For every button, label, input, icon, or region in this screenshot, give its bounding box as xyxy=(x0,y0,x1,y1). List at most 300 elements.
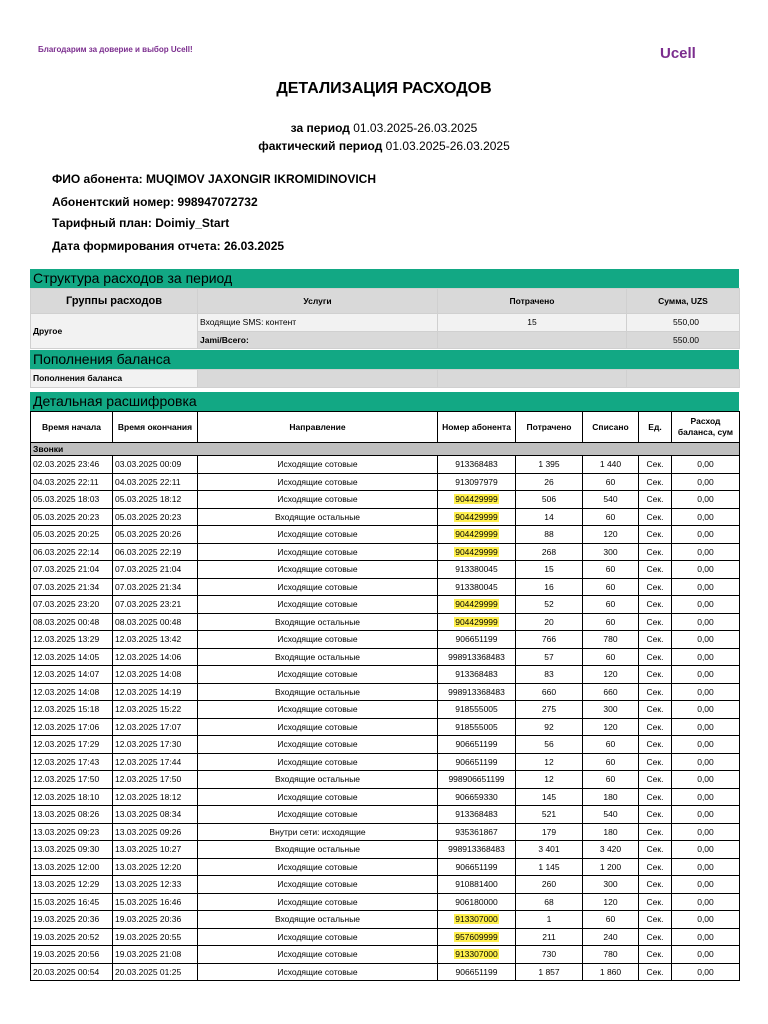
start-time-cell: 13.03.2025 08:26 xyxy=(31,806,113,824)
unit-cell: Сек. xyxy=(639,963,672,981)
start-time-cell: 05.03.2025 20:25 xyxy=(31,526,113,544)
start-time-cell: 12.03.2025 17:06 xyxy=(31,718,113,736)
start-time-cell: 19.03.2025 20:52 xyxy=(31,928,113,946)
end-time-cell: 08.03.2025 00:48 xyxy=(113,613,198,631)
spent-cell: 83 xyxy=(516,666,583,684)
table-row xyxy=(31,491,740,509)
group-row xyxy=(31,443,740,456)
charged-cell: 1 200 xyxy=(583,858,639,876)
col-services: Услуги xyxy=(198,289,438,314)
balance-expense-cell: 0,00 xyxy=(672,753,740,771)
start-time-cell: 08.03.2025 00:48 xyxy=(31,613,113,631)
table-row xyxy=(31,736,740,754)
direction-cell: Исходящие сотовые xyxy=(198,701,438,719)
detail-header-row xyxy=(31,412,740,443)
subscriber-number-cell xyxy=(438,946,516,964)
start-time-cell: 12.03.2025 13:29 xyxy=(31,631,113,649)
unit-cell: Сек. xyxy=(639,841,672,859)
end-time-cell: 13.03.2025 12:33 xyxy=(113,876,198,894)
spent-cell: 730 xyxy=(516,946,583,964)
topup-label: Пополнения баланса xyxy=(31,370,198,388)
col-spent: Потрачено xyxy=(516,412,583,443)
spent-cell: 20 xyxy=(516,613,583,631)
balance-expense-cell: 0,00 xyxy=(672,946,740,964)
spent-cell: 68 xyxy=(516,893,583,911)
balance-expense-cell: 0,00 xyxy=(672,683,740,701)
table-row xyxy=(31,841,740,859)
balance-expense-cell: 0,00 xyxy=(672,841,740,859)
spent-cell: 52 xyxy=(516,596,583,614)
table-row xyxy=(31,508,740,526)
balance-expense-cell: 0,00 xyxy=(672,893,740,911)
table-row xyxy=(31,543,740,561)
start-time-cell: 07.03.2025 21:04 xyxy=(31,561,113,579)
table-row xyxy=(31,561,740,579)
end-time-cell: 05.03.2025 20:26 xyxy=(113,526,198,544)
highlighted-number: 904429999 xyxy=(455,599,498,610)
unit-cell: Сек. xyxy=(639,736,672,754)
table-row xyxy=(31,876,740,894)
col-unit: Ед. xyxy=(639,412,672,443)
subscriber-number-cell xyxy=(438,596,516,614)
period-line xyxy=(0,121,768,135)
topup-cell xyxy=(198,370,438,388)
start-time-cell: 13.03.2025 12:00 xyxy=(31,858,113,876)
subscriber-number-cell: 913380045 xyxy=(438,561,516,579)
direction-cell: Исходящие сотовые xyxy=(198,788,438,806)
balance-expense-cell: 0,00 xyxy=(672,473,740,491)
charged-cell: 300 xyxy=(583,543,639,561)
unit-cell: Сек. xyxy=(639,596,672,614)
charged-cell: 60 xyxy=(583,648,639,666)
table-row xyxy=(31,911,740,929)
topup-row xyxy=(31,370,740,388)
start-time-cell: 06.03.2025 22:14 xyxy=(31,543,113,561)
subscriber-number-cell: 906651199 xyxy=(438,631,516,649)
unit-cell: Сек. xyxy=(639,928,672,946)
end-time-cell: 15.03.2025 16:46 xyxy=(113,893,198,911)
unit-cell: Сек. xyxy=(639,491,672,509)
charged-cell: 60 xyxy=(583,596,639,614)
table-row xyxy=(31,631,740,649)
spent-cell: 3 401 xyxy=(516,841,583,859)
direction-cell: Исходящие сотовые xyxy=(198,491,438,509)
detail-rows xyxy=(31,456,740,981)
end-time-cell: 12.03.2025 17:50 xyxy=(113,771,198,789)
structure-table xyxy=(30,288,740,349)
table-row xyxy=(31,701,740,719)
direction-cell: Исходящие сотовые xyxy=(198,736,438,754)
direction-cell: Исходящие сотовые xyxy=(198,561,438,579)
direction-cell: Исходящие сотовые xyxy=(198,876,438,894)
structure-section-title: Структура расходов за период xyxy=(30,269,739,288)
start-time-cell: 13.03.2025 12:29 xyxy=(31,876,113,894)
unit-cell: Сек. xyxy=(639,543,672,561)
unit-cell: Сек. xyxy=(639,578,672,596)
table-row xyxy=(31,788,740,806)
balance-expense-cell: 0,00 xyxy=(672,508,740,526)
spent-cell: 145 xyxy=(516,788,583,806)
table-row xyxy=(31,928,740,946)
spent-cell: 56 xyxy=(516,736,583,754)
unit-cell: Сек. xyxy=(639,823,672,841)
charged-cell: 540 xyxy=(583,806,639,824)
spent-cell: 506 xyxy=(516,491,583,509)
start-time-cell: 19.03.2025 20:56 xyxy=(31,946,113,964)
spent-cell: 1 xyxy=(516,911,583,929)
spent-cell: 766 xyxy=(516,631,583,649)
highlighted-number: 904429999 xyxy=(455,529,498,540)
subscriber-number-cell: 913368483 xyxy=(438,666,516,684)
end-time-cell: 20.03.2025 01:25 xyxy=(113,963,198,981)
start-time-cell: 12.03.2025 17:50 xyxy=(31,771,113,789)
unit-cell: Сек. xyxy=(639,876,672,894)
charged-cell: 120 xyxy=(583,526,639,544)
table-row xyxy=(31,963,740,981)
subscriber-number-cell: 913097979 xyxy=(438,473,516,491)
direction-cell: Исходящие сотовые xyxy=(198,753,438,771)
direction-cell: Входящие остальные xyxy=(198,841,438,859)
unit-cell: Сек. xyxy=(639,788,672,806)
unit-cell: Сек. xyxy=(639,771,672,789)
balance-expense-cell: 0,00 xyxy=(672,701,740,719)
subscriber-number-cell xyxy=(438,526,516,544)
subscriber-number-cell: 910881400 xyxy=(438,876,516,894)
direction-cell: Исходящие сотовые xyxy=(198,526,438,544)
unit-cell: Сек. xyxy=(639,456,672,474)
start-time-cell: 15.03.2025 16:45 xyxy=(31,893,113,911)
balance-expense-cell: 0,00 xyxy=(672,543,740,561)
end-time-cell: 19.03.2025 20:55 xyxy=(113,928,198,946)
charged-cell: 60 xyxy=(583,473,639,491)
period-label: за период xyxy=(290,121,350,135)
balance-expense-cell: 0,00 xyxy=(672,928,740,946)
charged-cell: 300 xyxy=(583,876,639,894)
direction-cell: Исходящие сотовые xyxy=(198,631,438,649)
end-time-cell: 12.03.2025 14:19 xyxy=(113,683,198,701)
spent-cell: 88 xyxy=(516,526,583,544)
subscriber-number-cell: 998913368483 xyxy=(438,648,516,666)
service-sum: 550,00 xyxy=(627,314,740,332)
balance-expense-cell: 0,00 xyxy=(672,666,740,684)
service-spent: 15 xyxy=(438,314,627,332)
balance-expense-cell: 0,00 xyxy=(672,788,740,806)
table-row xyxy=(31,596,740,614)
subscriber-number: Абонентский номер: 998947072732 xyxy=(52,195,258,209)
end-time-cell: 07.03.2025 21:34 xyxy=(113,578,198,596)
direction-cell: Исходящие сотовые xyxy=(198,578,438,596)
charged-cell: 240 xyxy=(583,928,639,946)
spent-cell: 1 395 xyxy=(516,456,583,474)
total-label: Jami/Всего: xyxy=(198,331,438,349)
subscriber-number-cell: 918555005 xyxy=(438,701,516,719)
balance-expense-cell: 0,00 xyxy=(672,771,740,789)
charged-cell: 780 xyxy=(583,946,639,964)
subscriber-number-cell: 998913368483 xyxy=(438,683,516,701)
spent-cell: 16 xyxy=(516,578,583,596)
end-time-cell: 12.03.2025 13:42 xyxy=(113,631,198,649)
charged-cell: 540 xyxy=(583,491,639,509)
start-time-cell: 12.03.2025 15:18 xyxy=(31,701,113,719)
start-time-cell: 04.03.2025 22:11 xyxy=(31,473,113,491)
charged-cell: 60 xyxy=(583,578,639,596)
charged-cell: 120 xyxy=(583,893,639,911)
spent-cell: 275 xyxy=(516,701,583,719)
unit-cell: Сек. xyxy=(639,613,672,631)
table-row xyxy=(31,806,740,824)
start-time-cell: 12.03.2025 14:08 xyxy=(31,683,113,701)
end-time-cell: 12.03.2025 18:12 xyxy=(113,788,198,806)
end-time-cell: 12.03.2025 14:08 xyxy=(113,666,198,684)
charged-cell: 180 xyxy=(583,823,639,841)
subscriber-number-cell xyxy=(438,928,516,946)
charged-cell: 3 420 xyxy=(583,841,639,859)
start-time-cell: 12.03.2025 17:29 xyxy=(31,736,113,754)
end-time-cell: 04.03.2025 22:11 xyxy=(113,473,198,491)
charged-cell: 120 xyxy=(583,718,639,736)
direction-cell: Исходящие сотовые xyxy=(198,596,438,614)
table-row xyxy=(31,613,740,631)
table-row xyxy=(31,823,740,841)
report-date: Дата формирования отчета: 26.03.2025 xyxy=(52,239,285,253)
start-time-cell: 02.03.2025 23:46 xyxy=(31,456,113,474)
start-time-cell: 05.03.2025 20:23 xyxy=(31,508,113,526)
start-time-cell: 12.03.2025 18:10 xyxy=(31,788,113,806)
charged-cell: 1 440 xyxy=(583,456,639,474)
end-time-cell: 13.03.2025 12:20 xyxy=(113,858,198,876)
subscriber-number-cell: 913368483 xyxy=(438,806,516,824)
end-time-cell: 13.03.2025 09:26 xyxy=(113,823,198,841)
spent-cell: 12 xyxy=(516,753,583,771)
unit-cell: Сек. xyxy=(639,701,672,719)
unit-cell: Сек. xyxy=(639,508,672,526)
unit-cell: Сек. xyxy=(639,753,672,771)
balance-expense-cell: 0,00 xyxy=(672,963,740,981)
balance-expense-cell: 0,00 xyxy=(672,718,740,736)
end-time-cell: 19.03.2025 21:08 xyxy=(113,946,198,964)
unit-cell: Сек. xyxy=(639,561,672,579)
unit-cell: Сек. xyxy=(639,473,672,491)
balance-expense-cell: 0,00 xyxy=(672,578,740,596)
unit-cell: Сек. xyxy=(639,911,672,929)
end-time-cell: 12.03.2025 14:06 xyxy=(113,648,198,666)
unit-cell: Сек. xyxy=(639,683,672,701)
service-name: Входящие SMS: контент xyxy=(198,314,438,332)
subscriber-number-cell: 906651199 xyxy=(438,753,516,771)
col-charged: Списано xyxy=(583,412,639,443)
highlighted-number: 904429999 xyxy=(455,511,498,522)
topup-cell xyxy=(438,370,627,388)
col-end-time: Время окончания xyxy=(113,412,198,443)
tariff-plan: Тарифный план: Doimiy_Start xyxy=(52,216,230,230)
highlighted-number: 904429999 xyxy=(455,494,498,505)
spent-cell: 15 xyxy=(516,561,583,579)
spent-cell: 12 xyxy=(516,771,583,789)
end-time-cell: 12.03.2025 17:07 xyxy=(113,718,198,736)
direction-cell: Исходящие сотовые xyxy=(198,456,438,474)
start-time-cell: 12.03.2025 14:05 xyxy=(31,648,113,666)
table-row xyxy=(31,648,740,666)
detail-section-title: Детальная расшифровка xyxy=(30,392,739,411)
topup-table xyxy=(30,369,740,388)
balance-expense-cell: 0,00 xyxy=(672,806,740,824)
balance-expense-cell: 0,00 xyxy=(672,596,740,614)
table-row xyxy=(31,683,740,701)
start-time-cell: 19.03.2025 20:36 xyxy=(31,911,113,929)
col-number: Номер абонента xyxy=(438,412,516,443)
start-time-cell: 05.03.2025 18:03 xyxy=(31,491,113,509)
table-row xyxy=(31,893,740,911)
start-time-cell: 07.03.2025 23:20 xyxy=(31,596,113,614)
subscriber-number-cell xyxy=(438,508,516,526)
balance-expense-cell: 0,00 xyxy=(672,631,740,649)
table-row xyxy=(31,858,740,876)
col-groups: Группы расходов xyxy=(31,289,198,314)
unit-cell: Сек. xyxy=(639,526,672,544)
spent-cell: 268 xyxy=(516,543,583,561)
highlighted-number: 904429999 xyxy=(455,616,498,627)
end-time-cell: 05.03.2025 20:23 xyxy=(113,508,198,526)
highlighted-number: 913307000 xyxy=(455,949,498,960)
direction-cell: Входящие остальные xyxy=(198,683,438,701)
actual-period-value: 01.03.2025-26.03.2025 xyxy=(385,139,510,153)
direction-cell: Внутри сети: исходящие xyxy=(198,823,438,841)
start-time-cell: 13.03.2025 09:30 xyxy=(31,841,113,859)
structure-header-row xyxy=(31,289,740,314)
spent-cell: 26 xyxy=(516,473,583,491)
charged-cell: 1 860 xyxy=(583,963,639,981)
balance-expense-cell: 0,00 xyxy=(672,561,740,579)
subscriber-number-cell: 998913368483 xyxy=(438,841,516,859)
unit-cell: Сек. xyxy=(639,631,672,649)
direction-cell: Входящие остальные xyxy=(198,648,438,666)
topup-cell xyxy=(627,370,740,388)
charged-cell: 60 xyxy=(583,771,639,789)
unit-cell: Сек. xyxy=(639,666,672,684)
subscriber-number-cell: 906651199 xyxy=(438,736,516,754)
spent-cell: 211 xyxy=(516,928,583,946)
end-time-cell: 05.03.2025 18:12 xyxy=(113,491,198,509)
unit-cell: Сек. xyxy=(639,648,672,666)
subscriber-number-cell: 913380045 xyxy=(438,578,516,596)
subscriber-number-cell: 935361867 xyxy=(438,823,516,841)
group-calls-label: Звонки xyxy=(31,443,740,456)
direction-cell: Исходящие сотовые xyxy=(198,928,438,946)
end-time-cell: 07.03.2025 21:04 xyxy=(113,561,198,579)
table-row xyxy=(31,578,740,596)
detail-table xyxy=(30,411,740,981)
table-row xyxy=(31,753,740,771)
highlighted-number: 904429999 xyxy=(455,546,498,557)
structure-row xyxy=(31,314,740,332)
table-row xyxy=(31,946,740,964)
topup-section-title: Пополнения баланса xyxy=(30,350,739,369)
end-time-cell: 12.03.2025 17:44 xyxy=(113,753,198,771)
start-time-cell: 13.03.2025 09:23 xyxy=(31,823,113,841)
charged-cell: 60 xyxy=(583,911,639,929)
subscriber-number-cell: 906651199 xyxy=(438,858,516,876)
start-time-cell: 12.03.2025 14:07 xyxy=(31,666,113,684)
spent-cell: 260 xyxy=(516,876,583,894)
direction-cell: Входящие остальные xyxy=(198,508,438,526)
balance-expense-cell: 0,00 xyxy=(672,858,740,876)
unit-cell: Сек. xyxy=(639,946,672,964)
subscriber-number-cell xyxy=(438,613,516,631)
end-time-cell: 19.03.2025 20:36 xyxy=(113,911,198,929)
subscriber-number-cell: 918555005 xyxy=(438,718,516,736)
table-row xyxy=(31,473,740,491)
direction-cell: Исходящие сотовые xyxy=(198,806,438,824)
page-title: ДЕТАЛИЗАЦИЯ РАСХОДОВ xyxy=(276,80,492,97)
balance-expense-cell: 0,00 xyxy=(672,526,740,544)
highlighted-number: 957609999 xyxy=(455,931,498,942)
thanks-text: Благодарим за доверие и выбор Ucell! xyxy=(38,45,193,54)
end-time-cell: 12.03.2025 15:22 xyxy=(113,701,198,719)
spent-cell: 1 145 xyxy=(516,858,583,876)
charged-cell: 120 xyxy=(583,666,639,684)
direction-cell: Исходящие сотовые xyxy=(198,946,438,964)
col-balance: Расход баланса, сум xyxy=(672,412,740,443)
table-row xyxy=(31,666,740,684)
subscriber-number-cell xyxy=(438,491,516,509)
end-time-cell: 07.03.2025 23:21 xyxy=(113,596,198,614)
direction-cell: Исходящие сотовые xyxy=(198,666,438,684)
charged-cell: 60 xyxy=(583,753,639,771)
balance-expense-cell: 0,00 xyxy=(672,613,740,631)
charged-cell: 60 xyxy=(583,508,639,526)
col-spent: Потрачено xyxy=(438,289,627,314)
table-row xyxy=(31,771,740,789)
subscriber-number-cell: 906651199 xyxy=(438,963,516,981)
start-time-cell: 20.03.2025 00:54 xyxy=(31,963,113,981)
ucell-logo: Ucell xyxy=(660,45,696,62)
table-row xyxy=(31,456,740,474)
spent-cell: 92 xyxy=(516,718,583,736)
end-time-cell: 06.03.2025 22:19 xyxy=(113,543,198,561)
actual-period-label: фактический период xyxy=(258,139,383,153)
table-row xyxy=(31,718,740,736)
unit-cell: Сек. xyxy=(639,806,672,824)
subscriber-number-cell xyxy=(438,543,516,561)
charged-cell: 780 xyxy=(583,631,639,649)
direction-cell: Исходящие сотовые xyxy=(198,963,438,981)
subscriber-number-cell: 998906651199 xyxy=(438,771,516,789)
spent-cell: 1 857 xyxy=(516,963,583,981)
charged-cell: 180 xyxy=(583,788,639,806)
unit-cell: Сек. xyxy=(639,858,672,876)
col-start-time: Время начала xyxy=(31,412,113,443)
end-time-cell: 03.03.2025 00:09 xyxy=(113,456,198,474)
unit-cell: Сек. xyxy=(639,718,672,736)
highlighted-number: 913307000 xyxy=(455,914,498,925)
spent-cell: 14 xyxy=(516,508,583,526)
subscriber-number-cell xyxy=(438,911,516,929)
end-time-cell: 13.03.2025 08:34 xyxy=(113,806,198,824)
spent-cell: 660 xyxy=(516,683,583,701)
end-time-cell: 13.03.2025 10:27 xyxy=(113,841,198,859)
balance-expense-cell: 0,00 xyxy=(672,736,740,754)
spent-cell: 57 xyxy=(516,648,583,666)
balance-expense-cell: 0,00 xyxy=(672,456,740,474)
balance-expense-cell: 0,00 xyxy=(672,491,740,509)
charged-cell: 60 xyxy=(583,613,639,631)
total-sum: 550.00 xyxy=(627,331,740,349)
group-name: Другое xyxy=(31,314,198,349)
direction-cell: Входящие остальные xyxy=(198,771,438,789)
direction-cell: Исходящие сотовые xyxy=(198,543,438,561)
direction-cell: Входящие остальные xyxy=(198,613,438,631)
balance-expense-cell: 0,00 xyxy=(672,823,740,841)
